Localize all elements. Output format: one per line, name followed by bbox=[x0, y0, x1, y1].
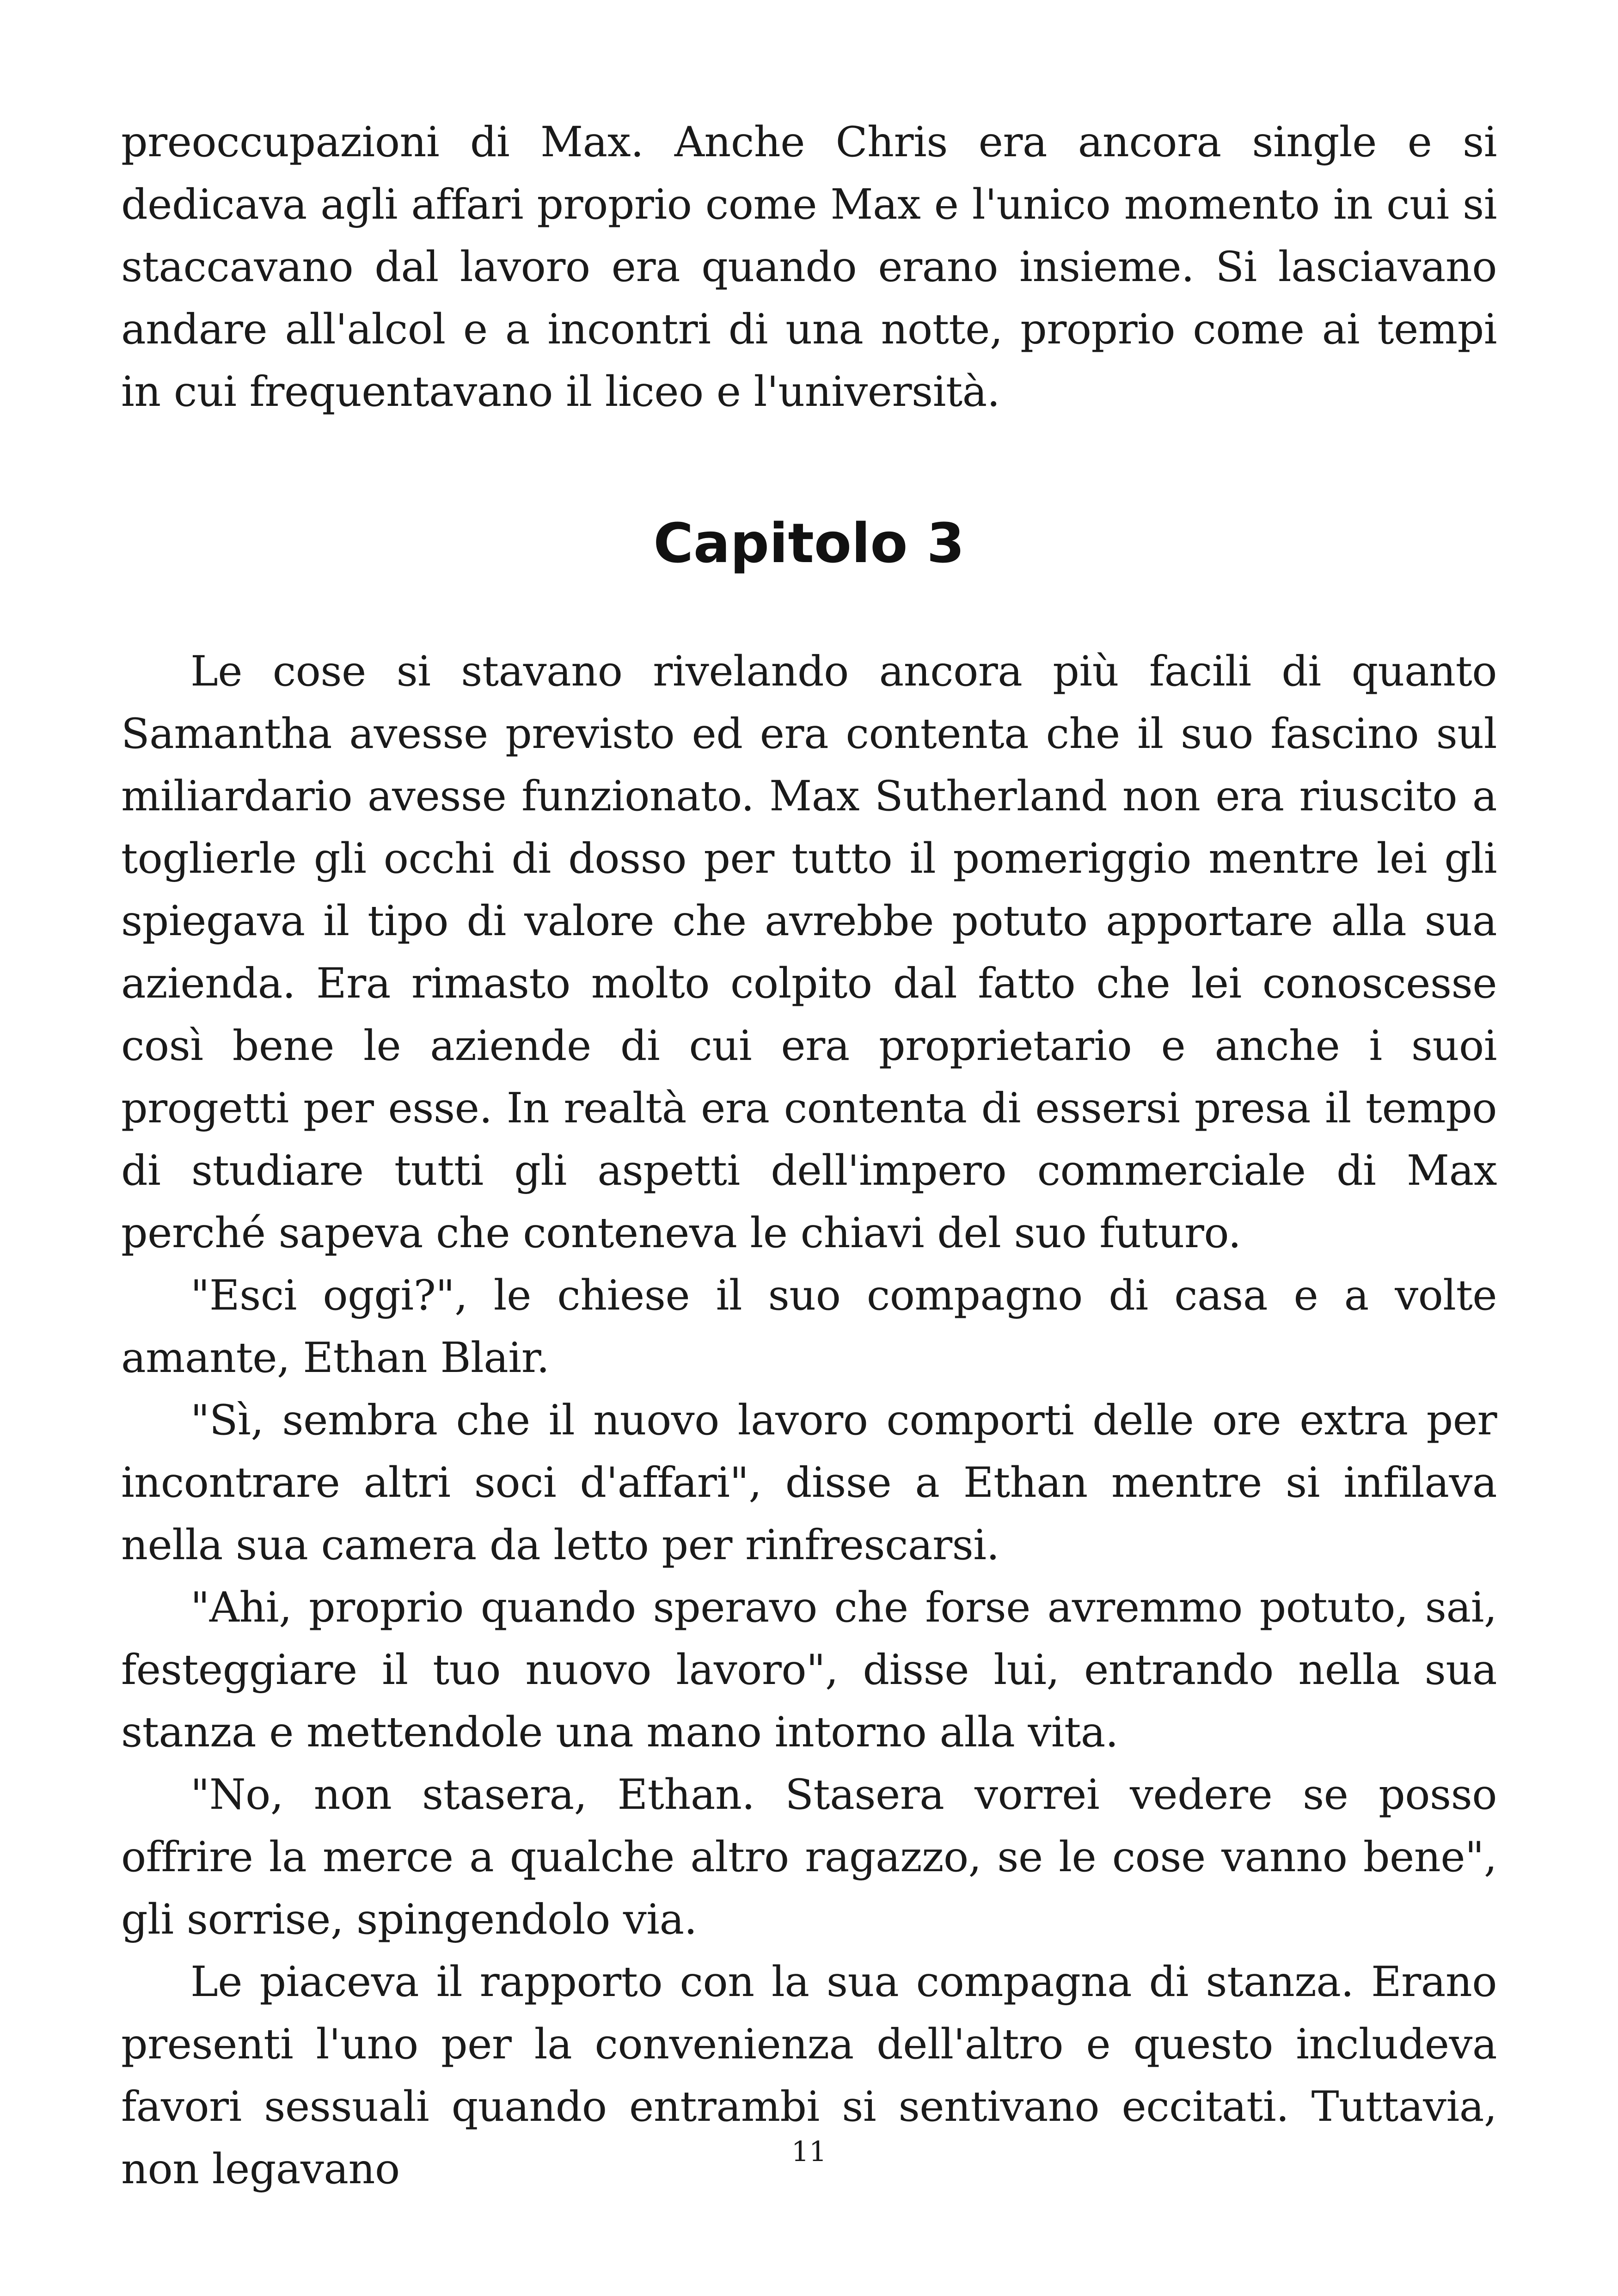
paragraph-5: "No, non stasera, Ethan. Stasera vorrei vedere se posso offrire la merce a qualche altro ragazzo, se le cose vanno bene", gli sorrise, spingendolo via. bbox=[121, 1770, 1497, 1944]
paragraph-1: Le cose si stavano rivelando ancora più facili di quanto Samantha avesse previsto ed era contenta che il suo fascino sul miliardario avesse funzionato. Max Sutherland non era riuscito a toglierle gli occhi di dosso per tutto il pomeriggio mentre lei gli spiegava il tipo di valore che avrebbe potuto apportare alla sua azienda. Era rimasto molto colpito dal fatto che lei conoscesse così bene le aziende di cui era proprietario e anche i suoi progetti per esse. In realtà era contenta di essersi presa il tempo di studiare tutti gli aspetti dell'impero commerciale di Max perché sapeva che conteneva le chiavi del suo futuro. bbox=[121, 647, 1497, 1257]
paragraph-6: Le piaceva il rapporto con la sua compagna di stanza. Erano presenti l'uno per la convenienza dell'altro e questo includeva favori sessuali quando entrambi si sentivano eccitati. Tuttavia, non legavano bbox=[121, 1958, 1497, 2193]
paragraph-4: "Ahi, proprio quando speravo che forse avremmo potuto, sai, festeggiare il tuo nuovo lavoro", disse lui, entrando nella sua stanza e mettendole una mano intorno alla vita. bbox=[121, 1583, 1497, 1757]
page-number: 11 bbox=[791, 2136, 827, 2168]
paragraph-3: "Sì, sembra che il nuovo lavoro comporti delle ore extra per incontrare altri soci d'affari", disse a Ethan mentre si infilava nella sua camera da letto per rinfrescarsi. bbox=[121, 1396, 1497, 1569]
chapter-title: Capitolo 3 bbox=[653, 511, 965, 575]
paragraph-2: "Esci oggi?", le chiese il suo compagno di casa e a volte amante, Ethan Blair. bbox=[121, 1271, 1497, 1382]
text-column bbox=[121, 111, 1497, 2200]
continuation-paragraph: preoccupazioni di Max. Anche Chris era ancora single e si dedicava agli affari proprio come Max e l'unico momento in cui si staccavano dal lavoro era quando erano insieme. Si lasciavano andare all'alcol e a incontri di una notte, proprio come ai tempi in cui frequentavano il liceo e l'università. bbox=[121, 118, 1497, 416]
